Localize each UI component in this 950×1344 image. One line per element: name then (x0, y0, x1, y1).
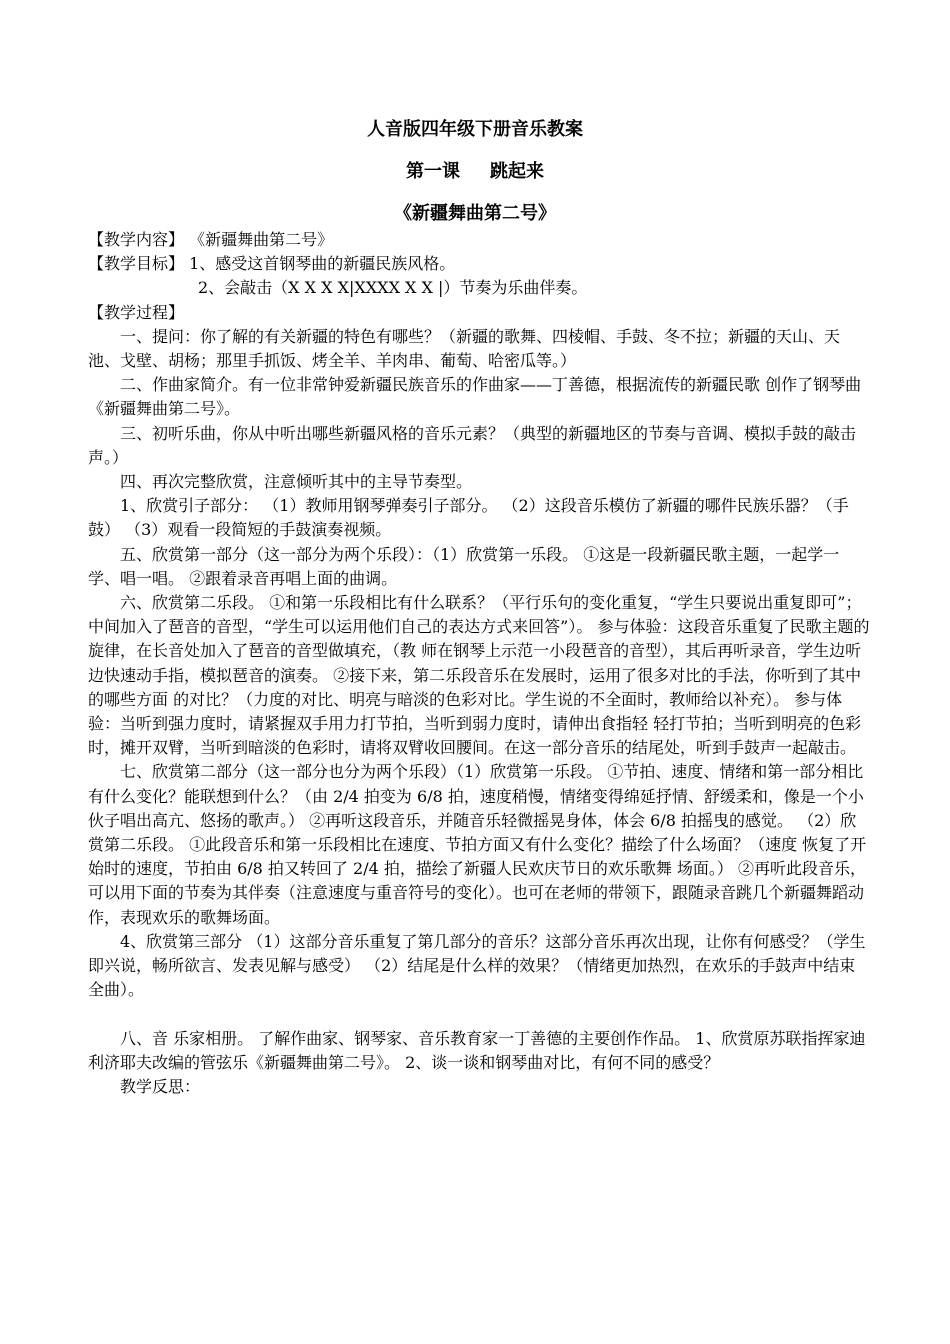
paragraph: 三、初听乐曲，你从中听出哪些新疆风格的音乐元素？（典型的新疆地区的节奏与音调、模拟手鼓的敲击声。） (88, 423, 857, 467)
lesson-heading (0, 160, 950, 184)
document-title: 人音版四年级下册音乐教案 (367, 119, 583, 140)
teaching-content: 【教学内容】 《新疆舞曲第二号》 (88, 230, 334, 249)
paragraph: 五、欣赏第一部分（这一部分为两个乐段）：（1）欣赏第一乐段。 ①这是一段新疆民歌主题，一起学一学、唱一唱。 ②跟着录音再唱上面的曲调。 (88, 544, 840, 588)
paragraph: 二、作曲家简介。有一位非常钟爱新疆民族音乐的作曲家——丁善德，根据流传的新疆民歌 创作了钢琴曲《新疆舞曲第二号》。 (88, 375, 862, 419)
teaching-goal-2: 2、会敲击（X X X X|XXXX X X |）节奏为乐曲伴奏。 (198, 278, 588, 298)
lesson-number: 第一课 (406, 161, 460, 182)
paragraph: 七、欣赏第二部分（这一部分也分为两个乐段）（1）欣赏第一乐段。 ①节拍、速度、情绪和第一部分相比有什么变化？能联想到什么？（由 2/4 拍变为 6/8 拍，速度稍慢，情绪变得绵延抒情、舒缓柔和，像是一个小伙子唱出高亢、悠扬的歌声。） ②再听这段音乐，并随音乐轻微摇晃身体，体会 6/8 拍摇曳的感觉。 （2）欣赏第二乐段。 ①此段音乐和第一乐段相比在速度、节拍方面又有什么变化？描绘了什么场面？（速度 恢复了开始时的速度，节拍由 6/8 拍又转回了 2/4 拍，描绘了新疆人民欢庆节日的欢乐歌舞 场面。） ②再听此段音乐，可以用下面的节奏为其伴奏（注意速度与重音符号的变化）。也可在老师的带领下，跟随录音跳几个新疆舞蹈动作，表现欢乐的歌舞场面。 (88, 762, 867, 927)
teaching-goal-1: 【教学目标】 1、感受这首钢琴曲的新疆民族风格。 (88, 254, 456, 274)
lesson-body (88, 228, 870, 1099)
paragraph: 4、欣赏第三部分 （1）这部分音乐重复了第几部分的音乐？这部分音乐再次出现，让你有何感受？（学生即兴说，畅所欲言、发表见解与感受） （2）结尾是什么样的效果？（情绪更加热烈，在欢乐的手鼓声中结束全曲）。 (88, 931, 866, 1000)
paragraph: 六、欣赏第二乐段。 ①和第一乐段相比有什么联系？（平行乐句的变化重复，“学生只要说出重复即可”；中间加入了琶音的音型，“学生可以运用他们自己的表达方式来回答”）。 参与体验：这段音乐重复了民歌主题的旋律，在长音处加入了琶音的音型做填充，（教 师在钢琴上示范一小段琶音的音型），其后再听录音，学生边听边快速动手指，模拟琶音的演奏。 ②接下来，第二乐段音乐在发展时，运用了很多对比的手法，你听到了其中的哪些方面 的对比？（力度的对比、明亮与暗淡的色彩对比。学生说的不全面时，教师给以补充）。 参与体验：当听到强力度时，请紧握双手用力打节拍，当听到弱力度时，请伸出食指轻 轻打节拍；当听到明亮的色彩时，摊开双臂，当听到暗淡的色彩时，请将双臂收回腰间。在这一部分音乐的结尾处，听到手鼓声一起敲击。 (88, 593, 870, 758)
lesson-name: 跳起来 (490, 161, 544, 182)
paragraph: 八、音 乐家相册。 了解作曲家、钢琴家、音乐教育家一丁善德的主要创作作品。 1、欣赏原苏联指挥家迪利济耶夫改编的管弦乐《新疆舞曲第二号》。 2、谈一谈和钢琴曲对比，有何不同的感受？ (88, 1028, 866, 1072)
blank-line (88, 1003, 870, 1027)
paragraph: 一、提问：你了解的有关新疆的特色有哪些？（新疆的歌舞、四棱帽、手鼓、冬不拉；新疆的天山、天池、戈壁、胡杨；那里手抓饭、烤全羊、羊肉串、葡萄、哈密瓜等。） (88, 326, 841, 371)
paragraph: 四、再次完整欣赏，注意倾听其中的主导节奏型。 (120, 472, 473, 492)
process-heading: 【教学过程】 (88, 302, 185, 322)
reflection-label: 教学反思： (120, 1076, 201, 1096)
paragraph: 1、欣赏引子部分： （1）教师用钢琴弹奏引子部分。 （2）这段音乐模仿了新疆的哪件民族乐器？（手鼓） （3）观看一段简短的手鼓演奏视频。 (88, 496, 849, 540)
piece-title: 《新疆舞曲第二号》 (394, 203, 556, 224)
